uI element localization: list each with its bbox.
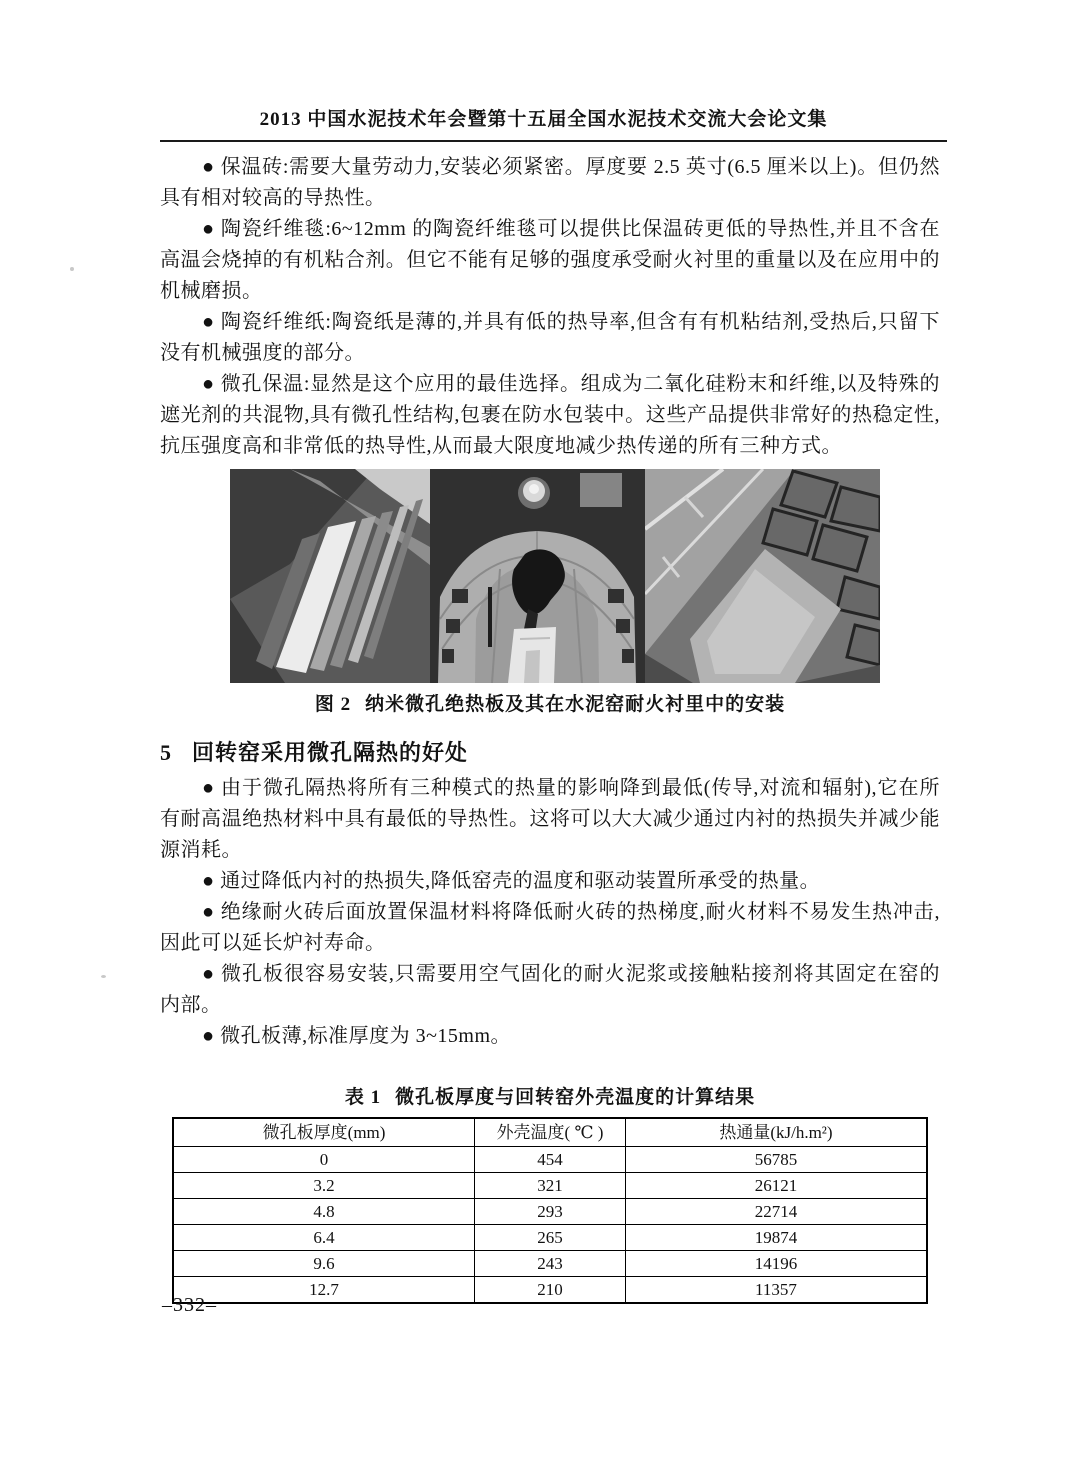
cell-heat-flux: 26121 bbox=[625, 1173, 927, 1199]
paragraph-insulating-brick: ● 保温砖:需要大量劳动力,安装必须紧密。厚度要 2.5 英寸(6.5 厘米以上)。但仍然具有相对较高的导热性。 bbox=[160, 156, 940, 209]
table-row bbox=[173, 1251, 927, 1277]
table-row bbox=[173, 1199, 927, 1225]
table-row bbox=[173, 1225, 927, 1251]
table-row bbox=[173, 1147, 927, 1173]
table-label: 表 1 bbox=[344, 1087, 382, 1108]
cell-thickness: 12.7 bbox=[173, 1277, 475, 1304]
table-row bbox=[173, 1277, 927, 1304]
cell-shell-temp: 293 bbox=[475, 1199, 626, 1225]
figure-2 bbox=[160, 469, 940, 716]
cell-thickness: 9.6 bbox=[173, 1251, 475, 1277]
header-rule bbox=[160, 140, 947, 142]
col-header-heat-flux: 热通量(kJ/h.m²) bbox=[625, 1118, 927, 1147]
col-header-thickness: 微孔板厚度(mm) bbox=[173, 1118, 475, 1147]
photo-microporous-insulation-boards bbox=[230, 469, 430, 683]
photo-brick-lining-with-panels bbox=[645, 469, 880, 683]
figure-caption bbox=[160, 689, 940, 716]
page-number: –332– bbox=[162, 1294, 217, 1316]
cell-thickness: 0 bbox=[173, 1147, 475, 1173]
section-title: 回转窑采用微孔隔热的好处 bbox=[192, 740, 469, 765]
section-heading bbox=[160, 736, 940, 767]
cell-heat-flux: 56785 bbox=[625, 1147, 927, 1173]
paragraph-benefit-shell-temperature: ● 通过降低内衬的热损失,降低窑壳的温度和驱动装置所承受的热量。 bbox=[202, 870, 821, 892]
scan-artifact-dot bbox=[70, 267, 74, 271]
photo-kiln-interior-installation bbox=[430, 469, 645, 683]
figure-photo-strip bbox=[230, 469, 880, 683]
paragraph-microporous-insulation: ● 微孔保温:显然是这个应用的最佳选择。组成为二氧化硅粉末和纤维,以及特殊的遮光剂的共混物,具有微孔性结构,包裹在防水包装中。这些产品提供非常好的热稳定性,抗压强度高和非常低的热导性,从而最大限度地减少热传递的所有三种方式。 bbox=[160, 373, 940, 457]
cell-heat-flux: 14196 bbox=[625, 1251, 927, 1277]
cell-shell-temp: 243 bbox=[475, 1251, 626, 1277]
scan-artifact-dot bbox=[101, 975, 106, 978]
cell-thickness: 6.4 bbox=[173, 1225, 475, 1251]
paragraph-ceramic-fiber-paper: ● 陶瓷纤维纸:陶瓷纸是薄的,并具有低的热导率,但含有有机粘结剂,受热后,只留下没有机械强度的部分。 bbox=[160, 311, 940, 364]
table-title bbox=[160, 1082, 940, 1109]
section-number: 5 bbox=[160, 740, 172, 765]
paragraph-benefit-conductivity: ● 由于微孔隔热将所有三种模式的热量的影响降到最低(传导,对流和辐射),它在所有耐高温绝热材料中具有最低的导热性。这将可以大大减少通过内衬的热损失并减少能源消耗。 bbox=[160, 777, 940, 861]
table-title-text: 微孔板厚度与回转窑外壳温度的计算结果 bbox=[395, 1087, 756, 1108]
figure-label: 图 2 bbox=[314, 694, 352, 715]
header-title: 2013 中国水泥技术年会暨第十五届全国水泥技术交流大会论文集 bbox=[259, 109, 828, 130]
paragraph-benefit-thinness: ● 微孔板薄,标准厚度为 3~15mm。 bbox=[202, 1025, 512, 1047]
cell-thickness: 4.8 bbox=[173, 1199, 475, 1225]
cell-shell-temp: 210 bbox=[475, 1277, 626, 1304]
figure-caption-text: 纳米微孔绝热板及其在水泥窑耐火衬里中的安装 bbox=[365, 694, 786, 715]
cell-thickness: 3.2 bbox=[173, 1173, 475, 1199]
paragraph-benefit-easy-install: ● 微孔板很容易安装,只需要用空气固化的耐火泥浆或接触粘接剂将其固定在窑的内部。 bbox=[160, 963, 940, 1016]
table-header-row bbox=[173, 1118, 927, 1147]
cell-heat-flux: 11357 bbox=[625, 1277, 927, 1304]
cell-heat-flux: 19874 bbox=[625, 1225, 927, 1251]
table-1 bbox=[172, 1117, 928, 1304]
table-row bbox=[173, 1173, 927, 1199]
cell-shell-temp: 454 bbox=[475, 1147, 626, 1173]
col-header-shell-temp: 外壳温度( ℃ ) bbox=[475, 1118, 626, 1147]
paragraph-benefit-thermal-gradient: ● 绝缘耐火砖后面放置保温材料将降低耐火砖的热梯度,耐火材料不易发生热冲击,因此可以延长炉衬寿命。 bbox=[160, 901, 940, 954]
page-content bbox=[160, 152, 940, 1304]
cell-heat-flux: 22714 bbox=[625, 1199, 927, 1225]
paragraph-ceramic-fiber-blanket: ● 陶瓷纤维毯:6~12mm 的陶瓷纤维毯可以提供比保温砖更低的导热性,并且不含在高温会烧掉的有机粘合剂。但它不能有足够的强度承受耐火衬里的重量以及在应用中的机械磨损。 bbox=[160, 218, 940, 302]
cell-shell-temp: 265 bbox=[475, 1225, 626, 1251]
cell-shell-temp: 321 bbox=[475, 1173, 626, 1199]
